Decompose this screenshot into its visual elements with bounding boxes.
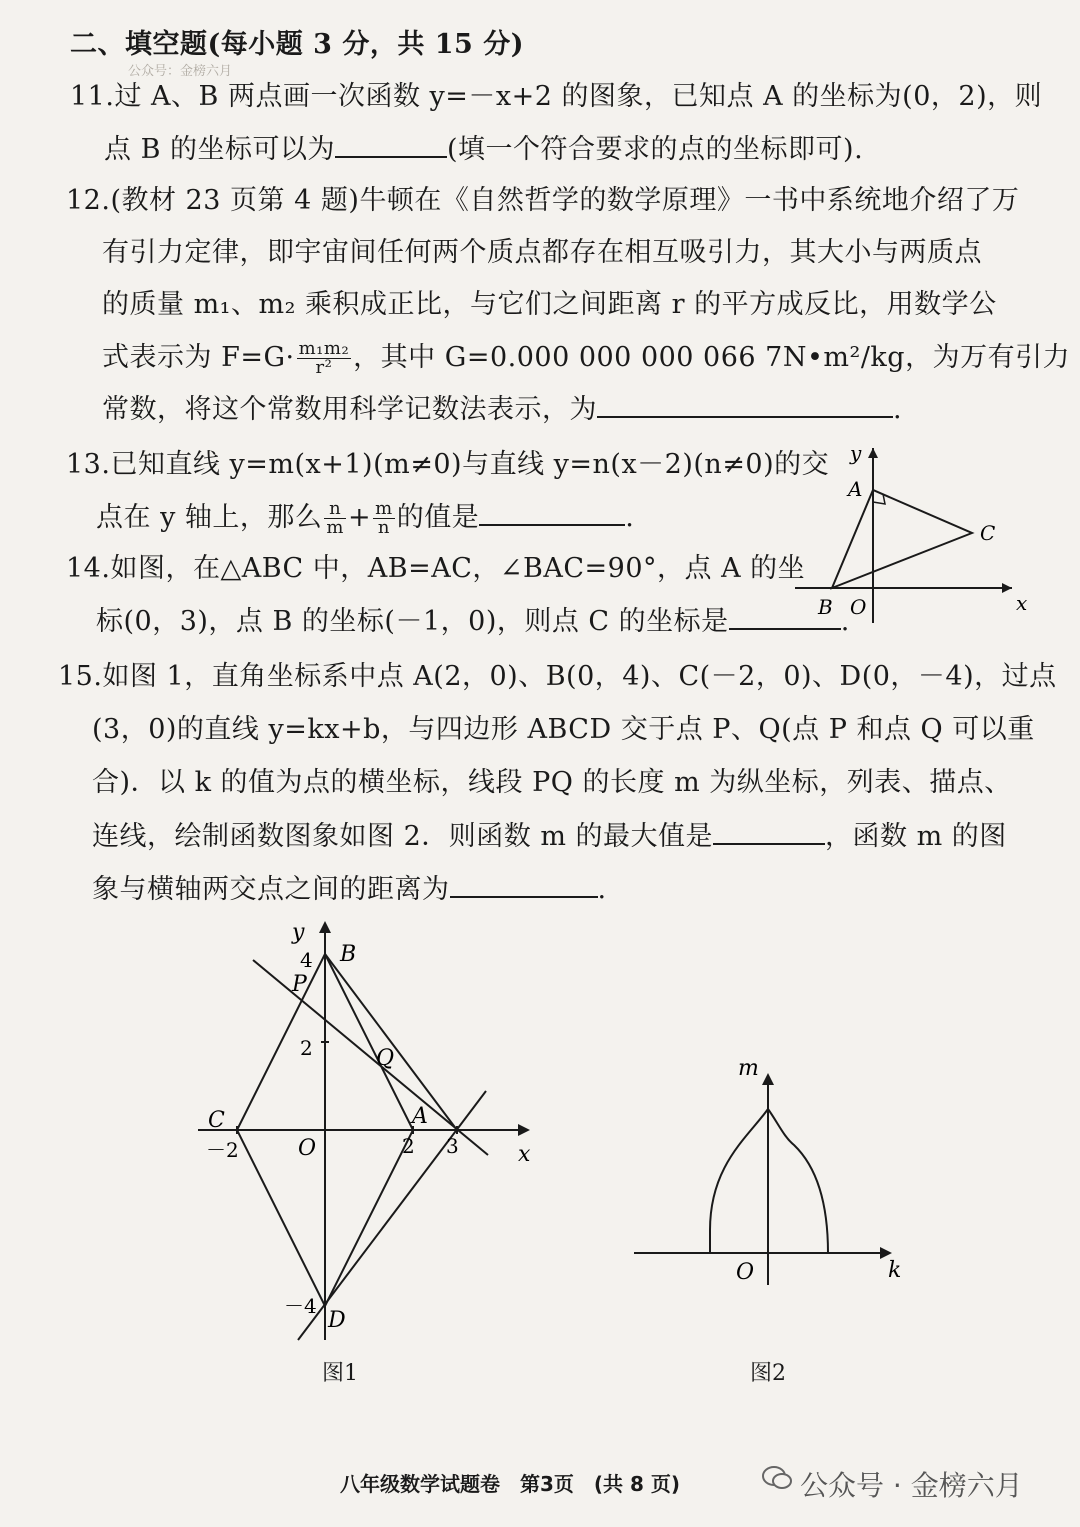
fig1-label-o: O	[298, 1136, 317, 1161]
fig1-label-a: A	[412, 1104, 428, 1129]
q12-formula-lead: 式表示为 F=G·	[102, 342, 295, 373]
fig1-tick-2y: 2	[300, 1036, 313, 1060]
fig1-tick-3: 3	[446, 1134, 459, 1158]
q14-line2	[96, 604, 850, 639]
q12-text-b: .	[893, 394, 903, 425]
triangle-abc	[832, 490, 972, 588]
q15-line4	[92, 819, 1007, 854]
figure-2-caption: 图2	[750, 1361, 786, 1386]
q12-line5	[102, 392, 902, 427]
q15-text-d: .	[597, 874, 607, 905]
fig1-tick-4: 4	[300, 948, 313, 972]
q12-frac-den: r²	[315, 357, 333, 378]
fig1-tick-minus2: －2	[206, 1138, 239, 1162]
triangle-figure	[790, 438, 1040, 628]
page-footer: 八年级数学试题卷 第3页 (共 8 页)	[340, 1472, 681, 1496]
q14-text-a: 标(0，3)，点 B 的坐标(－1，0)，则点 C 的坐标是	[96, 606, 729, 637]
q12-frac-num: m₁m₂	[298, 338, 350, 359]
q15-line5	[92, 872, 607, 907]
small-label-b: B	[818, 595, 833, 619]
right-angle-mark	[873, 494, 885, 504]
fig1-label-q: Q	[376, 1046, 395, 1071]
q12-line1: 12.(教材 23 页第 4 题)牛顿在《自然哲学的数学原理》一书中系统地介绍了万	[66, 185, 1020, 216]
figure-1	[180, 915, 560, 1345]
fig1-x-arrow	[518, 1124, 530, 1136]
q12-answer-blank[interactable]	[597, 392, 893, 418]
watermark-text: 公众号：金榜六月	[128, 64, 233, 79]
q14-text-b: .	[840, 606, 850, 637]
q13-plus: +	[348, 502, 372, 533]
line-pq	[253, 960, 488, 1155]
q12-text-a: 常数，将这个常数用科学记数法表示，为	[102, 394, 597, 425]
q15-line2: (3，0)的直线 y=kx+b，与四边形 ABCD 交于点 P、Q(点 P 和点 Q 可以重	[92, 714, 1035, 745]
fig1-tick-2x: 2	[402, 1134, 415, 1158]
q15-line1: 15.如图 1，直角坐标系中点 A(2，0)、B(0，4)、C(－2，0)、D(0，－4)，过点	[58, 661, 1057, 692]
q13-answer-blank[interactable]	[479, 500, 625, 526]
small-label-a: A	[848, 477, 863, 501]
fig2-label-m: m	[738, 1056, 759, 1081]
q11-text-b: (填一个符合要求的点的坐标即可).	[447, 134, 864, 165]
q14-line1: 14.如图，在△ABC 中，AB=AC，∠BAC=90°，点 A 的坐	[66, 553, 806, 584]
small-label-c: C	[980, 521, 996, 545]
q15-answer-blank-1[interactable]	[713, 819, 825, 845]
fig1-y-arrow	[319, 921, 331, 933]
q11-line2	[104, 132, 863, 167]
q13-frac1-num: n	[324, 500, 346, 519]
small-x-arrow	[1002, 583, 1012, 593]
q15-answer-blank-2[interactable]	[450, 872, 598, 898]
small-label-x: x	[1016, 591, 1028, 615]
fig1-label-p: P	[292, 972, 307, 997]
q13-text-a: 点在 y 轴上，那么	[96, 502, 323, 533]
q13-fraction-2	[373, 500, 395, 537]
fig1-label-c: C	[208, 1108, 225, 1133]
fig1-label-b: B	[340, 942, 357, 967]
q15-text-c: 象与横轴两交点之间的距离为	[92, 874, 450, 905]
q15-line3: 合)．以 k 的值为点的横坐标，线段 PQ 的长度 m 为纵坐标，列表、描点、	[92, 767, 1012, 798]
q12-line3: 的质量 m₁、m₂ 乘积成正比，与它们之间距离 r 的平方成反比，用数学公	[102, 289, 997, 320]
q13-frac2-den: n	[377, 517, 390, 538]
small-label-y: y	[850, 441, 862, 465]
figure-1-caption: 图1	[322, 1361, 358, 1386]
fig1-label-d: D	[328, 1308, 346, 1333]
small-y-arrow	[868, 448, 878, 458]
q13-line1: 13.已知直线 y=m(x+1)(m≠0)与直线 y=n(x－2)(n≠0)的交	[66, 449, 830, 480]
q15-text-a: 连线，绘制函数图象如图 2．则函数 m 的最大值是	[92, 821, 714, 852]
q13-line2	[96, 500, 634, 537]
line-b-to-3	[325, 954, 457, 1130]
q11-answer-blank[interactable]	[335, 132, 447, 158]
section-title: 二、填空题(每小题 3 分，共 15 分)	[70, 29, 525, 60]
q12-line2: 有引力定律，即宇宙间任何两个质点都存在相互吸引力，其大小与两质点	[102, 237, 982, 268]
fig2-label-k: k	[888, 1258, 902, 1283]
fig2-m-arrow	[762, 1073, 774, 1085]
q12-line4	[102, 340, 1070, 377]
q13-text-c: .	[625, 502, 635, 533]
q12-fraction	[297, 340, 352, 377]
fig2-label-o: O	[736, 1260, 755, 1285]
q13-frac2-num: m	[375, 498, 393, 519]
q15-text-b: ，函数 m 的图	[825, 821, 1007, 852]
brand-watermark: 公众号 · 金榜六月	[800, 1469, 1023, 1502]
fig1-label-x: x	[518, 1142, 531, 1167]
small-label-o: O	[850, 595, 867, 619]
figure-2	[630, 1045, 910, 1295]
fig1-tick-minus4: －4	[284, 1294, 317, 1318]
q13-fraction-1	[324, 500, 346, 537]
q11-text-a: 点 B 的坐标可以为	[104, 134, 336, 165]
q12-formula-tail: ，其中 G=0.000 000 000 066 7N•m²/kg，为万有引力	[353, 342, 1071, 373]
q11-line1: 11.过 A、B 两点画一次函数 y=－x+2 的图象，已知点 A 的坐标为(0，2)，则	[70, 81, 1043, 112]
q13-frac1-den: m	[326, 517, 344, 538]
wechat-icon	[762, 1466, 792, 1490]
fig1-label-y: y	[292, 920, 305, 945]
q13-text-b: 的值是	[396, 502, 480, 533]
